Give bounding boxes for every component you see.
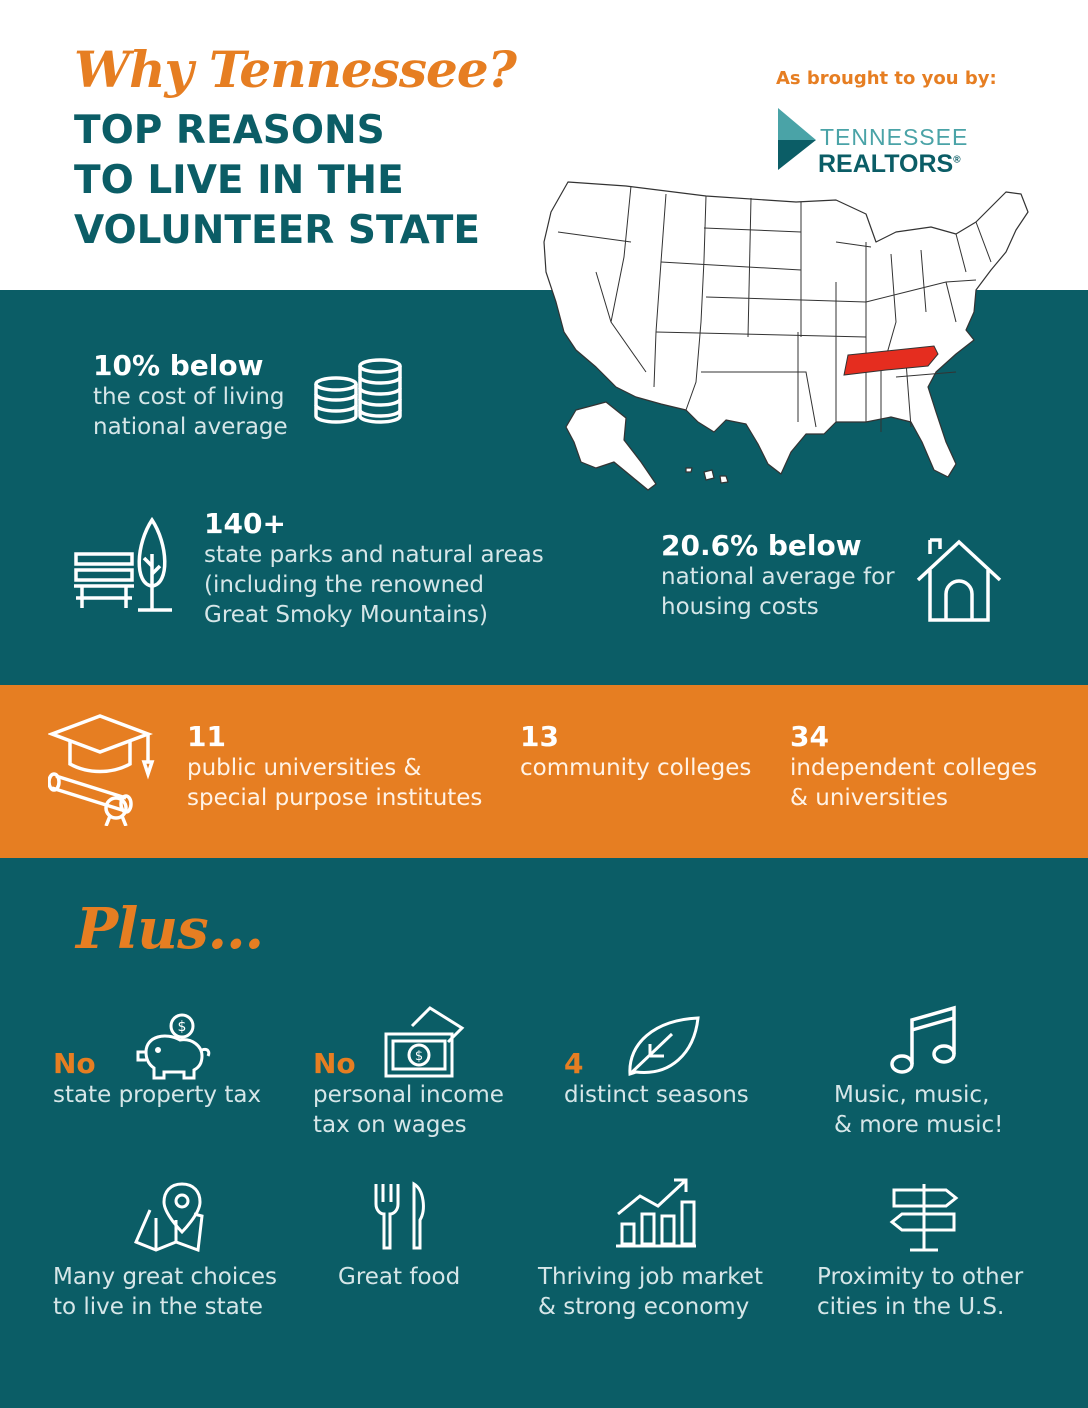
plus-item-line: to live in the state <box>53 1294 263 1320</box>
stat-state-parks <box>204 508 544 630</box>
headline-line: TO LIVE IN THE <box>74 158 404 203</box>
headline-line: VOLUNTEER STATE <box>74 208 480 253</box>
plus-item-line: tax on wages <box>313 1112 467 1138</box>
stat-value: 13 <box>520 720 559 753</box>
us-map-illustration <box>536 172 1036 494</box>
plus-item-food <box>338 1262 460 1292</box>
tennessee-realtors-logo <box>776 106 1006 178</box>
graduation-cap-diploma-icon <box>48 712 156 826</box>
stat-desc-line: Great Smoky Mountains) <box>204 602 488 628</box>
plus-item-line: Great food <box>338 1264 461 1290</box>
stat-desc-line: national average for <box>661 564 895 590</box>
stat-desc-line: housing costs <box>661 594 819 620</box>
stat-desc-line: (including the renowned <box>204 572 484 598</box>
stat-public-universities <box>187 721 482 813</box>
logo-text-top: TENNESSEE <box>820 124 969 150</box>
plus-item-line: Many great choices <box>53 1264 278 1290</box>
plus-item-income-tax <box>313 1048 504 1140</box>
plus-item-proximity <box>817 1262 1023 1322</box>
plus-item-line: personal income <box>313 1082 504 1108</box>
realtors-chevron-icon <box>776 106 820 174</box>
svg-text:$: $ <box>177 1019 187 1035</box>
logo-text-bottom-word: REALTORS <box>818 150 954 178</box>
stat-value: 10% below <box>93 349 264 382</box>
stat-desc-line: special purpose institutes <box>187 785 483 811</box>
stat-cost-of-living <box>93 350 288 442</box>
page-script-title: Why Tennessee? <box>74 40 516 99</box>
svg-text:$: $ <box>414 1049 424 1064</box>
signpost-icon <box>888 1180 962 1254</box>
stat-desc-line: the cost of living <box>93 384 285 410</box>
plus-item-line: Proximity to other <box>817 1264 1024 1290</box>
headline-line: TOP REASONS <box>74 108 385 153</box>
plus-item-highlight: No <box>313 1047 356 1080</box>
plus-item-line: & strong economy <box>538 1294 750 1320</box>
page-headline <box>74 106 534 256</box>
plus-item-music <box>834 1080 1003 1140</box>
plus-item-seasons <box>564 1048 749 1110</box>
plus-item-places-to-live <box>53 1262 277 1322</box>
stat-desc-line: public universities & <box>187 755 422 781</box>
coins-icon <box>312 356 404 428</box>
plus-item-highlight: No <box>53 1047 96 1080</box>
stat-independent-colleges <box>790 721 1037 813</box>
fork-knife-icon <box>372 1180 432 1252</box>
growth-chart-icon <box>614 1174 698 1248</box>
plus-item-line: Music, music, <box>834 1082 990 1108</box>
music-note-icon <box>888 1004 962 1076</box>
park-bench-tree-icon <box>72 514 176 614</box>
stat-value: 20.6% below <box>661 529 862 562</box>
plus-item-line: distinct seasons <box>564 1082 749 1108</box>
stat-community-colleges <box>520 721 751 783</box>
plus-item-line: & more music! <box>834 1112 1004 1138</box>
map-pin-icon <box>132 1180 206 1252</box>
house-icon <box>914 534 1004 624</box>
plus-item-line: state property tax <box>53 1082 262 1108</box>
stat-desc-line: community colleges <box>520 755 752 781</box>
stat-desc-line: national average <box>93 414 288 440</box>
stat-desc-line: & universities <box>790 785 948 811</box>
plus-item-property-tax <box>53 1048 261 1110</box>
stat-desc-line: independent colleges <box>790 755 1038 781</box>
logo-registered-mark: ® <box>953 154 961 166</box>
plus-item-job-market <box>538 1262 763 1322</box>
brought-by-label: As brought to you by: <box>776 68 997 89</box>
plus-item-line: cities in the U.S. <box>817 1294 1005 1320</box>
stat-value: 34 <box>790 720 829 753</box>
stat-desc-line: state parks and natural areas <box>204 542 544 568</box>
plus-item-line: Thriving job market <box>538 1264 763 1290</box>
stat-housing-costs <box>661 530 895 622</box>
plus-item-highlight: 4 <box>564 1047 584 1080</box>
plus-title: Plus... <box>76 896 264 962</box>
stat-value: 11 <box>187 720 226 753</box>
stat-value: 140+ <box>204 507 286 540</box>
